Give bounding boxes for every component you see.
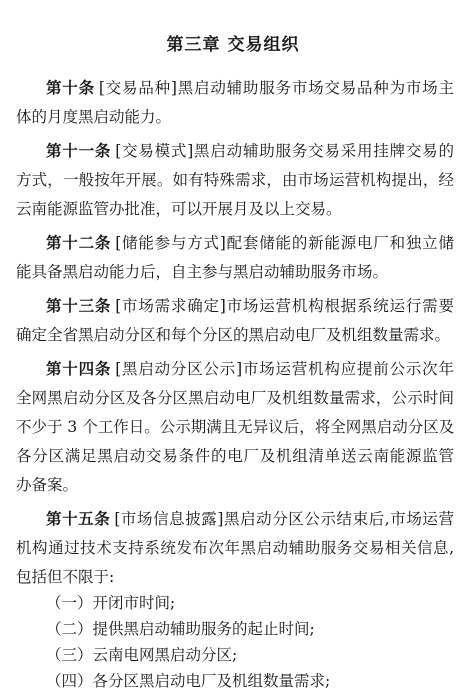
article-14-line-5: 办备案。	[16, 476, 79, 494]
article-13-label: 第十三条	[46, 297, 112, 315]
article-13-line-2: 确定全省黑启动分区和每个分区的黑启动电厂及机组数量需求。	[16, 326, 451, 344]
article-11-text-1: [交易模式]黑启动辅助服务交易采用挂牌交易的	[115, 142, 454, 160]
article-14-line-1	[16, 359, 454, 379]
article-10-line-2: 体的月度黑启动能力。	[16, 108, 172, 126]
list-item: （三）云南电网黑启动分区;	[46, 646, 238, 664]
article-13-text-1: [市场需求确定]市场运营机构根据系统运行需要	[115, 297, 454, 315]
article-10-text-1: [交易品种]黑启动辅助服务市场交易品种为市场主	[98, 79, 454, 97]
article-15-line-2: 机构通过技术支持系统发布次年黑启动辅助服务交易相关信息,	[16, 539, 454, 557]
article-11-line-1	[16, 141, 454, 161]
list-item: （四）各分区黑启动电厂及机组数量需求;	[46, 672, 331, 690]
article-10-line-1	[16, 78, 454, 98]
list-item: （一）开闭市时间;	[46, 594, 176, 612]
article-15-line-3: 包括但不限于:	[16, 568, 115, 586]
article-12-label: 第十二条	[46, 234, 112, 252]
article-14-line-4: 各分区满足黑启动交易条件的电厂及机组清单送云南能源监管	[16, 447, 454, 465]
article-14-line-3: 不少于 3 个工作日。公示期满且无异议后，将全网黑启动分区及	[16, 418, 455, 436]
article-13-line-1	[16, 296, 454, 316]
article-11-label: 第十一条	[46, 142, 112, 160]
chapter-title: 第三章 交易组织	[166, 35, 300, 55]
article-15-line-1	[16, 509, 454, 529]
article-15-text-1: [市场信息披露]黑启动分区公示结束后,市场运营	[114, 510, 454, 528]
article-11-line-3: 云南能源监管办批准，可以开展月及以上交易。	[16, 200, 342, 218]
article-14-text-1: [黑启动分区公示]市场运营机构应提前公示次年	[115, 360, 454, 378]
article-11-line-2: 方式，一般按年开展。如有特殊需求，由市场运营机构提出，经	[16, 171, 454, 189]
article-10-label: 第十条	[46, 79, 95, 97]
article-12-text-1: [储能参与方式]配套储能的新能源电厂和独立储	[115, 234, 454, 252]
article-12-line-1	[16, 233, 454, 253]
article-14-label: 第十四条	[46, 360, 112, 378]
list-item: （二）提供黑启动辅助服务的起止时间;	[46, 620, 315, 638]
article-12-line-2: 能具备黑启动能力后，自主参与黑启动辅助服务市场。	[16, 263, 389, 281]
article-14-line-2: 全网黑启动分区及各分区黑启动电厂及机组数量需求，公示时间	[16, 389, 454, 407]
article-15-label: 第十五条	[46, 510, 111, 528]
